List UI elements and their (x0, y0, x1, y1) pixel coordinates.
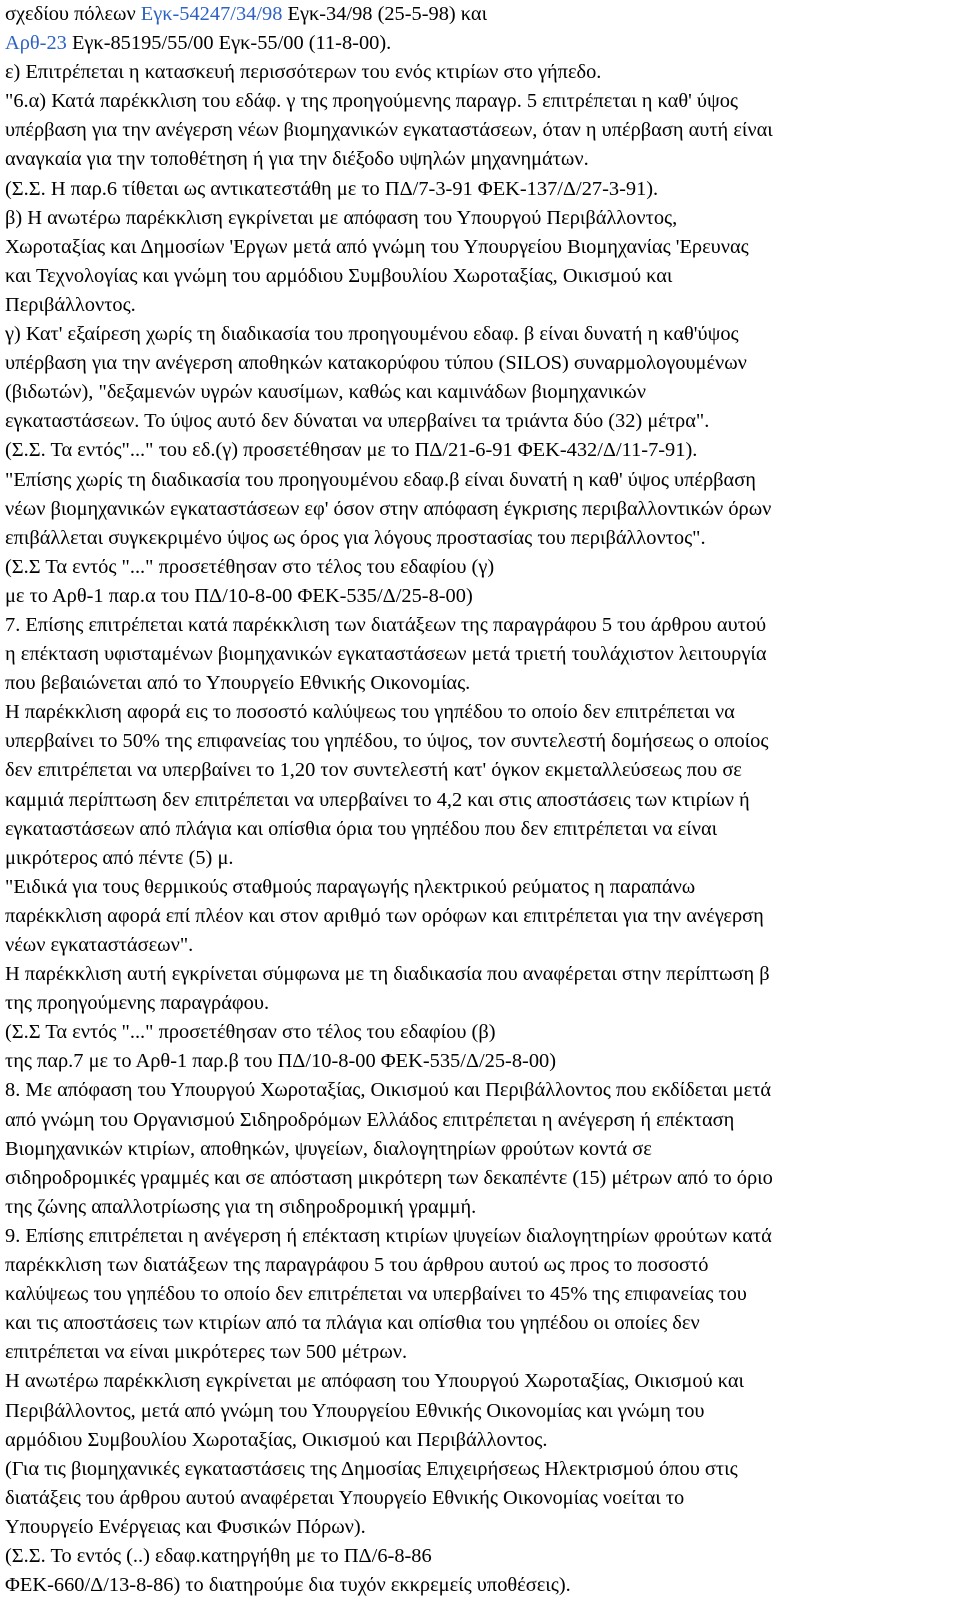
text-line: Βιομηχανικών κτιρίων, αποθηκών, ψυγείων, διαλογητηρίων φρούτων κοντά σε (5, 1137, 652, 1160)
text-line: της προηγούμενης παραγράφου. (5, 992, 270, 1015)
text-line: αρμόδιου Συμβουλίου Χωροταξίας, Οικισμού και Περιβάλλοντος. (5, 1428, 548, 1451)
text-line: μικρότερος από πέντε (5) μ. (5, 846, 234, 869)
reference-link-egk-54247[interactable]: Εγκ-54247/34/98 (140, 3, 283, 25)
text-line: ΦΕΚ-660/Δ/13-8-86) το διατηρούμε δια τυχόν εκκρεμείς υποθέσεις). (5, 1574, 571, 1597)
text-line: της ζώνης απαλλοτρίωσης για τη σιδηροδρομική γραμμή. (5, 1195, 477, 1218)
text-line: υπερβαίνει το 50% της επιφανείας του γηπέδου, το ύψος, τον συντελεστή δομήσεως ο οποίος (5, 730, 769, 753)
text-line: της παρ.7 με το Αρθ-1 παρ.β του ΠΔ/10-8-00 ΦΕΚ-535/Δ/25-8-00) (5, 1050, 556, 1073)
text-line-1 (5, 0, 954, 29)
text-line: (Σ.Σ. Τα εντός"..." του εδ.(γ) προσετέθησαν με το ΠΔ/21-6-91 ΦΕΚ-432/Δ/11-7-91). (5, 439, 698, 462)
text-line: νέων βιομηχανικών εγκαταστάσεων εφ' όσον στην απόφαση έγκρισης περιβαλλοντικών όρων (5, 497, 772, 520)
text-line: εγκαταστάσεων από πλάγια και οπίσθια όρια του γηπέδου που δεν επιτρέπεται να είναι (5, 817, 718, 840)
text-line: 9. Επίσης επιτρέπεται η ανέγερση ή επέκταση κτιρίων ψυγείων διαλογητηρίων φρούτων κατά (5, 1224, 772, 1247)
text-line-2 (5, 29, 954, 58)
text-segment: σχεδίου πόλεων (5, 3, 141, 25)
text-line: (βιδωτών), "δεξαμενών υγρών καυσίμων, καθώς και καμινάδων βιομηχανικών (5, 381, 646, 404)
reference-link-arth-23[interactable]: Αρθ-23 (5, 32, 67, 55)
text-line: "Επίσης χωρίς τη διαδικασία του προηγουμένου εδαφ.β είναι δυνατή η καθ' ύψος υπέρβαση (5, 468, 756, 491)
text-line: Χωροταξίας και Δημοσίων 'Εργων μετά από γνώμη του Υπουργείου Βιομηχανίας 'Ερευνας (5, 235, 749, 258)
text-line: (Σ.Σ Τα εντός "..." προσετέθησαν στο τέλος του εδαφίου (γ) (5, 555, 495, 578)
text-line: παρέκκλιση αφορά επί πλέον και στον αριθμό των ορόφων και επιτρέπεται για την ανέγερση (5, 904, 764, 927)
text-line: (Για τις βιομηχανικές εγκαταστάσεις της Δημοσίας Επιχειρήσεως Ηλεκτρισμού όπου στις (5, 1457, 738, 1480)
text-line: καλύψεως του γηπέδου το οποίο δεν επιτρέπεται να υπερβαίνει το 45% της επιφανείας του (5, 1283, 747, 1306)
text-line: Η παρέκκλιση αυτή εγκρίνεται σύμφωνα με τη διαδικασία που αναφέρεται στην περίπτωση β (5, 963, 770, 986)
text-line: 8. Με απόφαση του Υπουργού Χωροταξίας, Οικισμού και Περιβάλλοντος που εκδίδεται μετά (5, 1079, 772, 1102)
text-line: δεν επιτρέπεται να υπερβαίνει το 1,20 τον συντελεστή κατ' όγκον εκμεταλλεύσεως που σε (5, 759, 742, 782)
text-line: "Ειδικά για τους θερμικούς σταθμούς παραγωγής ηλεκτρικού ρεύματος η παραπάνω (5, 875, 696, 898)
text-line: και Τεχνολογίας και γνώμη του αρμόδιου Συμβουλίου Χωροταξίας, Οικισμού και (5, 264, 673, 287)
text-line: επιτρέπεται να είναι μικρότερες των 500 μέτρων. (5, 1341, 408, 1364)
text-line: Η ανωτέρω παρέκκλιση εγκρίνεται με απόφαση του Υπουργού Χωροταξίας, Οικισμού και (5, 1370, 744, 1393)
text-line: και τις αποστάσεις των κτιρίων από τα πλάγια και οπίσθια του γηπέδου οι οποίες δεν (5, 1312, 700, 1335)
text-line: Περιβάλλοντος, μετά από γνώμη του Υπουργείου Εθνικής Οικονομίας και γνώμη του (5, 1399, 705, 1422)
text-line: σιδηροδρομικές γραμμές και σε απόσταση μικρότερη των δεκαπέντε (15) μέτρων από το όριο (5, 1166, 773, 1189)
text-line: από γνώμη του Οργανισμού Σιδηροδρόμων Ελλάδος επιτρέπεται η ανέγερση ή επέκταση (5, 1108, 735, 1131)
text-line: υπέρβαση για την ανέγερση αποθηκών κατακορύφου τύπου (SILOS) συναρμολογουμένων (5, 352, 747, 375)
text-line: αναγκαία για την τοποθέτηση ή για την διέξοδο υψηλών μηχανημάτων. (5, 148, 589, 171)
text-line: (Σ.Σ. Η παρ.6 τίθεται ως αντικατεστάθη με το ΠΔ/7-3-91 ΦΕΚ-137/Δ/27-3-91). (5, 177, 659, 200)
text-line: με το Αρθ-1 παρ.α του ΠΔ/10-8-00 ΦΕΚ-535/Δ/25-8-00) (5, 584, 473, 607)
text-line: που βεβαιώνεται από το Υπουργείο Εθνικής Οικονομίας. (5, 672, 471, 695)
text-line: εγκαταστάσεων. Το ύψος αυτό δεν δύναται να υπερβαίνει τα τριάντα δύο (32) μέτρα". (5, 410, 710, 433)
text-line: επιβάλλεται συγκεκριμένο ύψος ως όρος για λόγους προστασίας του περιβάλλοντος". (5, 526, 706, 549)
text-line: Υπουργείο Ενέργειας και Φυσικών Πόρων). (5, 1515, 366, 1538)
text-segment: Εγκ-85195/55/00 Εγκ-55/00 (11-8-00). (66, 32, 392, 55)
text-line: (Σ.Σ. Το εντός (..) εδαφ.κατηργήθη με το ΠΔ/6-8-86 (5, 1544, 432, 1567)
text-line: β) Η ανωτέρω παρέκκλιση εγκρίνεται με απόφαση του Υπουργού Περιβάλλοντος, (5, 206, 678, 229)
text-line: νέων εγκαταστάσεων". (5, 934, 194, 956)
text-line: "6.α) Κατά παρέκκλιση του εδάφ. γ της προηγούμενης παραγρ. 5 επιτρέπεται η καθ' ύψος (5, 90, 738, 113)
text-line: υπέρβαση για την ανέγερση νέων βιομηχανικών εγκαταστάσεων, όταν η υπέρβαση αυτή είναι (5, 119, 773, 142)
text-line: παρέκκλιση των διατάξεων της παραγράφου 5 του άρθρου αυτού ως προς το ποσοστό (5, 1254, 709, 1277)
text-line: 7. Επίσης επιτρέπεται κατά παρέκκλιση των διατάξεων της παραγράφου 5 του άρθρου αυτού (5, 613, 767, 636)
document-lines (5, 58, 954, 1600)
text-line: Η παρέκκλιση αφορά εις το ποσοστό καλύψεως του γηπέδου το οποίο δεν επιτρέπεται να (5, 701, 735, 724)
text-line: Περιβάλλοντος. (5, 293, 136, 316)
text-line: η επέκταση υφισταμένων βιομηχανικών εγκαταστάσεων μετά τριετή τουλάχιστον λειτουργία (5, 643, 767, 666)
text-segment: Εγκ-34/98 (25-5-98) και (282, 3, 488, 25)
text-line: (Σ.Σ Τα εντός "..." προσετέθησαν στο τέλος του εδαφίου (β) (5, 1021, 496, 1044)
text-line: ε) Επιτρέπεται η κατασκευή περισσότερων του ενός κτιρίων στο γήπεδο. (5, 61, 602, 84)
text-line: διατάξεις του άρθρου αυτού αναφέρεται Υπουργείο Εθνικής Οικονομίας νοείται το (5, 1486, 685, 1509)
text-line: καμμιά περίπτωση δεν επιτρέπεται να υπερβαίνει το 4,2 και στις αποστάσεις των κτιρίων ή (5, 788, 750, 811)
text-line: γ) Κατ' εξαίρεση χωρίς τη διαδικασία του προηγουμένου εδαφ. β είναι δυνατή η καθ'ύψος (5, 323, 739, 346)
